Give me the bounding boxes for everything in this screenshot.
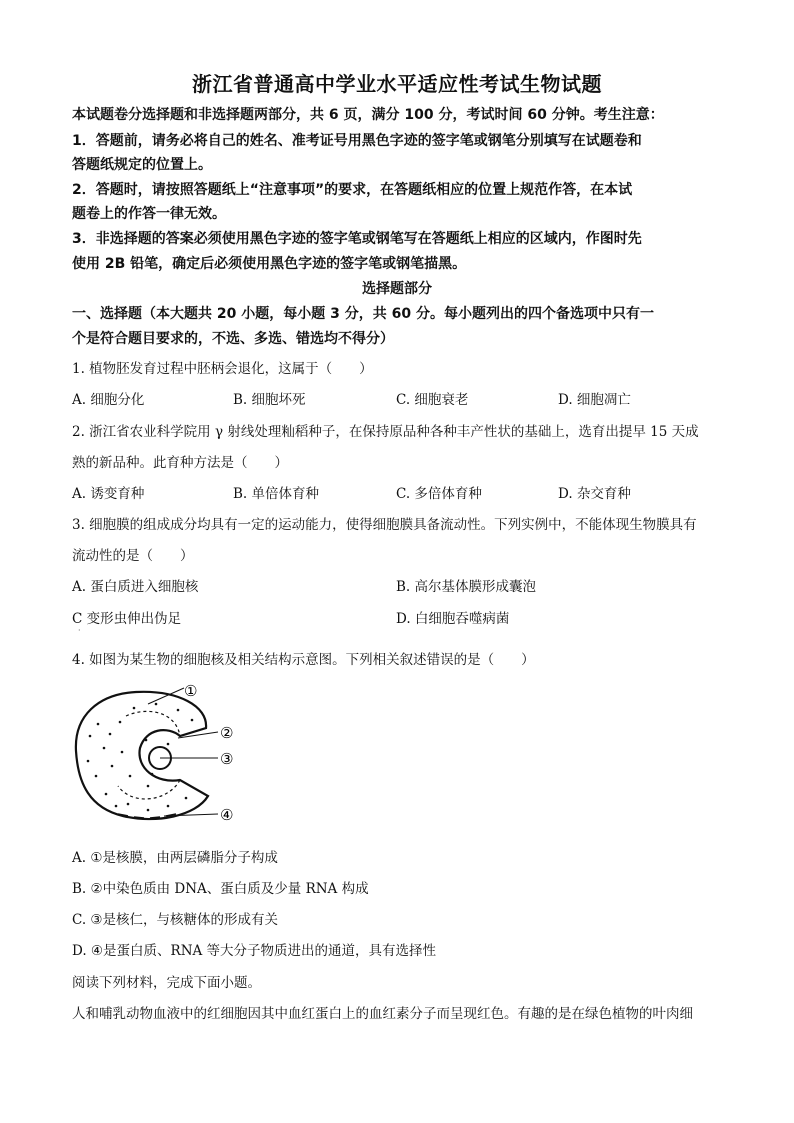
- stray-dot-mark: ·: [78, 626, 81, 635]
- q3-option-a: A. 蛋白质进入细胞核: [72, 579, 199, 595]
- diagram-label-4: ④: [220, 806, 234, 824]
- q3-stem-line-2: 流动性的是（ ）: [72, 548, 194, 564]
- page-title: 浙江省普通高中学业水平适应性考试生物试题: [192, 72, 602, 96]
- q3-option-b: B. 高尔基体膜形成囊泡: [396, 579, 537, 595]
- q2-stem-line-1: 2. 浙江省农业科学院用 γ 射线处理籼稻种子，在保持原品种各种丰产性状的基础上，选育出提早 15 天成: [72, 424, 699, 440]
- intro-line-3: 答题纸规定的位置上。: [72, 157, 212, 173]
- reading-instruction: 阅读下列材料，完成下面小题。: [72, 975, 261, 991]
- intro-line-7: 使用 2B 铅笔，确定后必须使用黑色字迹的签字笔或钢笔描黑。: [72, 256, 467, 272]
- intro-line-6: 3．非选择题的答案必须使用黑色字迹的签字笔或钢笔写在答题纸上相应的区域内，作图时先: [72, 231, 642, 247]
- q1-option-d: D. 细胞凋亡: [558, 392, 631, 408]
- intro-line-1: 本试题卷分选择题和非选择题两部分，共 6 页，满分 100 分，考试时间 60 分钟。考生注意：: [72, 107, 664, 123]
- q2-option-a: A. 诱变育种: [72, 486, 145, 502]
- q4-option-d: D. ④是蛋白质、RNA 等大分子物质进出的通道，具有选择性: [72, 943, 437, 959]
- intro-line-5: 题卷上的作答一律无效。: [72, 206, 226, 222]
- q1-option-b: B. 细胞坏死: [233, 392, 306, 408]
- q3-option-d: D. 白细胞吞噬病菌: [396, 611, 510, 627]
- nucleus-diagram: [68, 676, 268, 826]
- part1-line-1: 一、选择题（本大题共 20 小题，每小题 3 分，共 60 分。每小题列出的四个备选项中只有一: [72, 306, 654, 322]
- q3-stem-line-1: 3. 细胞膜的组成成分均具有一定的运动能力，使得细胞膜具备流动性。下列实例中，不能体现生物膜具有: [72, 517, 697, 533]
- q3-option-c: C 变形虫伸出伪足: [72, 611, 182, 627]
- q1-option-a: A. 细胞分化: [72, 392, 145, 408]
- q2-option-c: C. 多倍体育种: [396, 486, 482, 502]
- q1-stem: 1. 植物胚发育过程中胚柄会退化，这属于（ ）: [72, 361, 373, 377]
- intro-line-2: 1．答题前，请务必将自己的姓名、准考证号用黑色字迹的签字笔或钢笔分别填写在试题卷和: [72, 133, 642, 149]
- diagram-label-2: ②: [220, 724, 234, 742]
- q2-option-b: B. 单倍体育种: [233, 486, 320, 502]
- q4-option-b: B. ②中染色质由 DNA、蛋白质及少量 RNA 构成: [72, 881, 369, 897]
- q4-option-a: A. ①是核膜，由两层磷脂分子构成: [72, 850, 278, 866]
- q4-stem: 4. 如图为某生物的细胞核及相关结构示意图。下列相关叙述错误的是（ ）: [72, 652, 535, 668]
- q1-option-c: C. 细胞衰老: [396, 392, 469, 408]
- part1-line-2: 个是符合题目要求的，不选、多选、错选均不得分）: [72, 331, 394, 347]
- diagram-label-3: ③: [220, 750, 234, 768]
- q2-stem-line-2: 熟的新品种。此育种方法是（ ）: [72, 455, 288, 471]
- q4-option-c: C. ③是核仁，与核糖体的形成有关: [72, 912, 279, 928]
- material-line-1: 人和哺乳动物血液中的红细胞因其中血红蛋白上的血红素分子而呈现红色。有趣的是在绿色植物的叶肉细: [72, 1006, 693, 1022]
- section-title: 选择题部分: [362, 281, 432, 297]
- nuclear-envelope-outline: [76, 692, 208, 819]
- diagram-label-1: ①: [184, 682, 198, 700]
- intro-line-4: 2．答题时，请按照答题纸上“注意事项”的要求，在答题纸相应的位置上规范作答，在本试: [72, 182, 633, 198]
- q2-option-d: D. 杂交育种: [558, 486, 631, 502]
